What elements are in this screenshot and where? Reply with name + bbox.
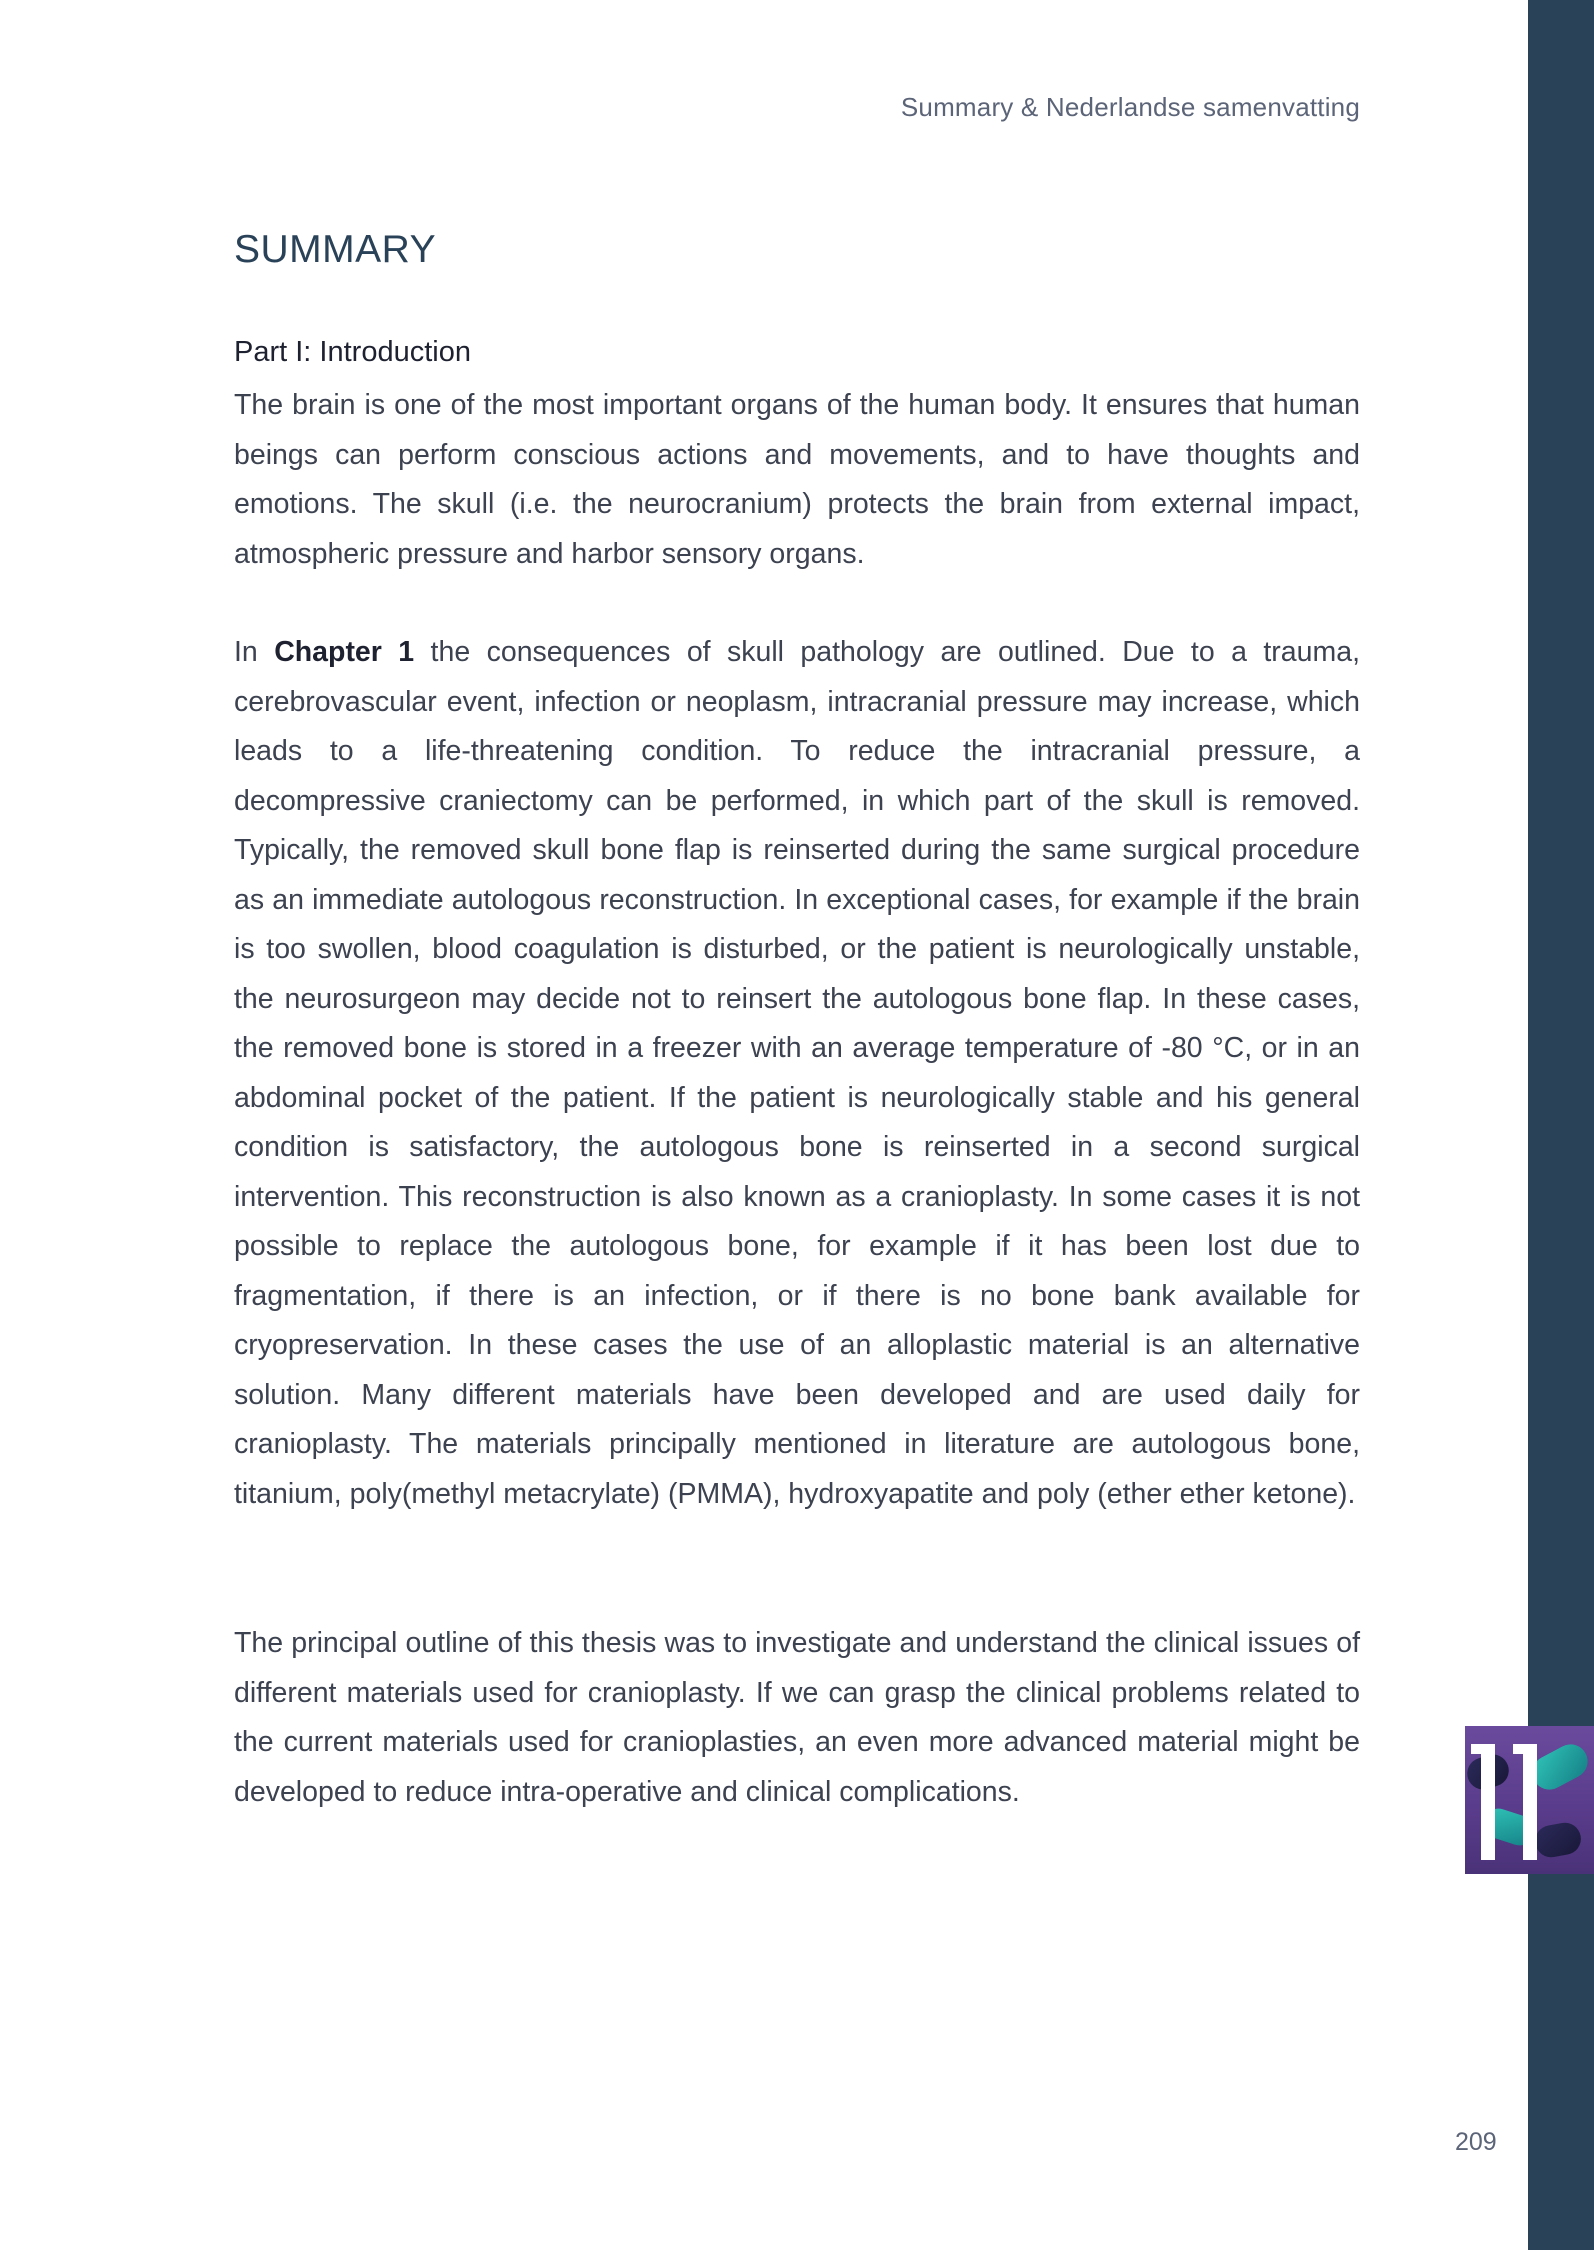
thesis-outline-paragraph: The principal outline of this thesis was to investigate and understand the clinical issues of different materials used for cranioplasty. If we can grasp the clinical problems related to the current materials used for cranioplasties, an even more advanced material might be developed to reduce intra-operative and clinical complications. <box>234 1627 1360 1808</box>
running-head: Summary & Nederlandse samenvatting <box>900 92 1360 122</box>
paragraph-body: the consequences of skull pathology are outlined. Due to a trauma, cerebrovascular event, infection or neoplasm, intracranial pressure may increase, which leads to a life-threatening condition. To reduce the intracranial pressure, a decompressive craniectomy can be performed, in which part of the skull is removed. Typically, the removed skull bone flap is reinserted during the same surgical procedure as an immediate autologous reconstruction. In exceptional cases, for example if the brain is too swollen, blood coagulation is disturbed, or the patient is neurologically unstable, the neurosurgeon may decide not to reinsert the autologous bone flap. In these cases, the removed bone is stored in a freezer with an average temperature of -80 °C, or in an abdominal pocket of the patient. If the patient is neurologically stable and his general condition is satisfactory, the autologous bone is reinserted in a second surgical intervention. This reconstruction is also known as a cranioplasty. In some cases it is not possible to replace the autologous bone, for example if it has been lost due to fragmentation, if there is an infection, or if there is no bone bank available for cryopreservation. In these cases the use of an alloplastic material is an alternative solution. Many different materials have been developed and are used daily for cranioplasty. The materials principally mentioned in literature are autologous bone, titanium, poly(methyl metacrylate) (PMMA), hydroxyapatite and poly (ether ether ketone). <box>234 636 1360 1510</box>
chapter-1-paragraph <box>234 628 1360 1519</box>
chapter-sidebar <box>1528 0 1594 2250</box>
chapter-number-icon <box>1465 1726 1594 1874</box>
intro-paragraph: The brain is one of the most important organs of the human body. It ensures that human beings can perform conscious actions and movements, and to have thoughts and emotions. The skull (i.e. the neurocranium) protects the brain from external impact, atmospheric pressure and harbor sensory organs. <box>234 389 1360 570</box>
chapter-tab <box>1465 1726 1594 1874</box>
paragraph-lead: In <box>234 636 275 668</box>
page-title: SUMMARY <box>234 228 437 271</box>
page-number: 209 <box>1455 2128 1497 2156</box>
section-heading: Part I: Introduction <box>234 336 471 368</box>
chapter-reference: Chapter 1 <box>274 636 415 668</box>
